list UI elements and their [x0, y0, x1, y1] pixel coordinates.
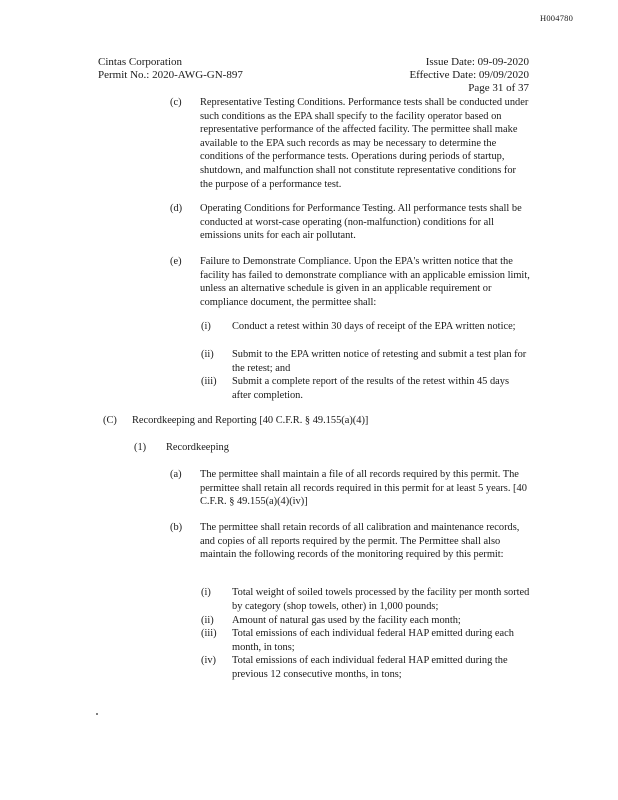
- paragraph-label: (b): [170, 522, 183, 533]
- list-item-text: Total weight of soiled towels processed by the facility per month sorted by category (shop towels, other) in 1,000 pounds;: [232, 587, 530, 612]
- list-item-label: (i): [201, 321, 211, 332]
- subsection-label: (1): [134, 442, 147, 453]
- page-number: Page 31 of 37: [468, 82, 529, 94]
- paragraph-text: The permittee shall retain records of all calibration and maintenance records, and copies of all reports required by the permit. The Permittee shall also maintain the following records of the monitoring required by this permit:: [200, 522, 520, 561]
- paragraph-text: The permittee shall maintain a file of all records required by this permit. The permittee shall retain all records required in this permit for at least 5 years. [40 C.F.R. § 49.155(a)(4)(iv)]: [200, 469, 527, 508]
- list-item-label: (ii): [201, 615, 214, 626]
- paragraph-label: (c): [170, 97, 182, 108]
- list-item-label: (i): [201, 587, 211, 598]
- list-item-label: (iii): [201, 376, 217, 387]
- list-item-label: (ii): [201, 349, 214, 360]
- document-id: H004780: [540, 13, 574, 23]
- paragraph-label: (e): [170, 256, 182, 267]
- permit-number: Permit No.: 2020-AWG-GN-897: [98, 69, 243, 81]
- paragraph-text: Representative Testing Conditions. Performance tests shall be conducted under such conditions as the EPA shall specify to the facility operator based on representative performance of the affected facility. The permittee shall make available to the EPA such records as may be necessary to determine the conditions of the performance tests. Operations during periods of startup, shutdown, and malfunction shall not constitute representative conditions for the purpose of a performance test.: [200, 97, 529, 190]
- list-item-text: Conduct a retest within 30 days of receipt of the EPA written notice;: [232, 321, 516, 332]
- section-title: Recordkeeping and Reporting [40 C.F.R. § 49.155(a)(4)]: [132, 415, 369, 426]
- paragraph-label: (a): [170, 469, 182, 480]
- paragraph-label: (d): [170, 203, 183, 214]
- list-item-label: (iii): [201, 628, 217, 639]
- list-item-text: Submit to the EPA written notice of retesting and submit a test plan for the retest; and: [232, 349, 527, 374]
- paragraph-text: Operating Conditions for Performance Testing. All performance tests shall be conducted at worst-case operating (non-malfunction) conditions for all emissions units for each air pollutant.: [200, 203, 522, 242]
- list-item-text: Submit a complete report of the results of the retest within 45 days after completion.: [232, 376, 510, 401]
- issue-date: Issue Date: 09-09-2020: [425, 56, 529, 68]
- effective-date: Effective Date: 09/09/2020: [409, 69, 529, 81]
- subsection-title: Recordkeeping: [166, 442, 229, 453]
- list-item-text: Amount of natural gas used by the facility each month;: [232, 615, 461, 626]
- paragraph-text: Failure to Demonstrate Compliance. Upon the EPA's written notice that the facility has failed to demonstrate compliance with an applicable emission limit, unless an alternative schedule is given in an applicable requirement or compliance document, the permittee shall:: [200, 256, 530, 308]
- list-item-text: Total emissions of each individual federal HAP emitted during each month, in tons;: [232, 628, 514, 653]
- list-item-text: Total emissions of each individual federal HAP emitted during the previous 12 consecutive months, in tons;: [232, 655, 508, 680]
- list-item-label: (iv): [201, 655, 217, 666]
- scan-speck: [96, 713, 98, 715]
- section-label: (C): [103, 415, 117, 426]
- company-name: Cintas Corporation: [98, 56, 183, 68]
